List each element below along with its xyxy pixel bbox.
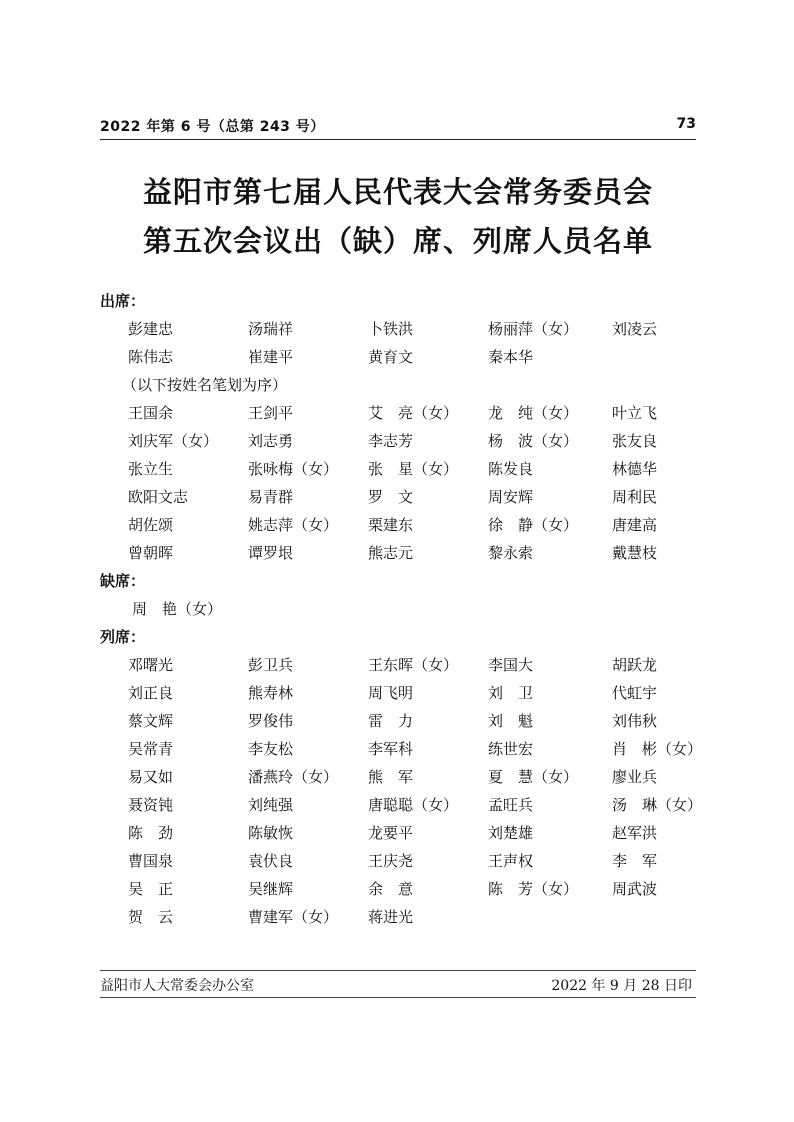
attendee-name: 陈 劲 [128,824,174,842]
attendee-name: 汤瑞祥 [248,320,294,338]
attendee-name: 赵军洪 [612,824,658,842]
attendee-name: 张立生 [128,460,174,478]
attendee-name: 李友松 [248,740,294,758]
attendee-name: 刘志勇 [248,432,294,450]
attendee-name: 刘庆军（女） [128,432,219,450]
attendee-name: 汤 琳（女） [612,796,703,814]
attendee-name: 胡跃龙 [612,656,658,674]
attendee-name: 王剑平 [248,404,294,422]
attendee-name: 熊 军 [368,768,414,786]
attendee-name: 廖业兵 [612,768,658,786]
attendee-name: 李志芳 [368,432,414,450]
attendee-name: 易又如 [128,768,174,786]
attendance-label: 出席： [100,292,146,310]
attendee-name: 熊寿林 [248,684,294,702]
attendee-name: 余 意 [368,880,414,898]
attendee-name: 易青群 [248,488,294,506]
attendee-name: 张咏梅（女） [248,460,339,478]
attendee-name: 张友良 [612,432,658,450]
attendee-name: 蔡文辉 [128,712,174,730]
attendee-name: 胡佐颂 [128,516,174,534]
attendee-name: 徐 静（女） [488,516,579,534]
attendee-name: 李军科 [368,740,414,758]
attendee-name: 王声权 [488,852,534,870]
attendee-name: 雷 力 [368,712,414,730]
attendee-name: 龙 纯（女） [488,404,579,422]
attendee-name: 吴继辉 [248,880,294,898]
attendee-name: 张 星（女） [368,460,459,478]
attendee-name: 李 军 [612,852,658,870]
attendee-name: 卜铁洪 [368,320,414,338]
attendee-name: 曹建军（女） [248,908,339,926]
attendee-name: 熊志元 [368,544,414,562]
attendee-name: 刘 卫 [488,684,534,702]
attendee-name: 贺 云 [128,908,174,926]
attendee-name: 邓曙光 [128,656,174,674]
attendee-name: 刘楚雄 [488,824,534,842]
attendee-name: 林德华 [612,460,658,478]
attendee-name: 刘伟秋 [612,712,658,730]
attendee-name: 欧阳文志 [128,488,189,506]
attendee-name: 黄育文 [368,348,414,366]
attendee-name: 龙要平 [368,824,414,842]
footer-rule-bottom [100,997,696,998]
attendee-name: 曾朝晖 [128,544,174,562]
document-title-line1: 益阳市第七届人民代表大会常务委员会 [142,175,653,209]
print-date: 2022 年 9 月 28 日印 [551,978,692,994]
nonvoting-label: 列席： [100,628,146,646]
attendee-name: 陈发良 [488,460,534,478]
attendee-name: 潘燕玲（女） [248,768,339,786]
attendee-name: 戴慧枝 [612,544,658,562]
attendee-name: 叶立飞 [612,404,658,422]
attendee-name: 孟旺兵 [488,796,534,814]
attendee-name: 袁伏良 [248,852,294,870]
issue-number: 2022 年第 6 号（总第 243 号） [100,119,325,135]
document-title-line2: 第五次会议出（缺）席、列席人员名单 [142,224,653,258]
attendee-name: 陈 芳（女） [488,880,579,898]
attendee-name: 刘正良 [128,684,174,702]
attendee-name: 姚志萍（女） [248,516,339,534]
attendee-name: 肖 彬（女） [612,740,703,758]
running-header [100,116,696,138]
attendee-name: 黎永索 [488,544,534,562]
attendee-name: 周飞明 [368,684,414,702]
attendee-name: 杨 波（女） [488,432,579,450]
attendee-name: 刘纯强 [248,796,294,814]
attendee-name: 陈伟志 [128,348,174,366]
attendee-name: 彭卫兵 [248,656,294,674]
ordering-note: （以下按姓名笔划为序） [122,376,288,394]
attendee-name: 艾 亮（女） [368,404,459,422]
attendee-name: 杨丽萍（女） [488,320,579,338]
attendee-name: 栗建东 [368,516,414,534]
attendee-name: 王庆尧 [368,852,414,870]
attendee-name: 曹国泉 [128,852,174,870]
attendee-name: 唐聪聪（女） [368,796,459,814]
attendee-name: 王国余 [128,404,174,422]
attendee-name: 崔建平 [248,348,294,366]
page-number: 73 [676,116,696,132]
attendee-name: 秦本华 [488,348,534,366]
attendee-name: 刘 魁 [488,712,534,730]
attendee-name: 彭建忠 [128,320,174,338]
attendee-name: 周安辉 [488,488,534,506]
attendee-name: 吴 正 [128,880,174,898]
attendee-name: 夏 慧（女） [488,768,579,786]
attendee-name: 周利民 [612,488,658,506]
footer-rule-top [100,970,696,971]
attendee-name: 练世宏 [488,740,534,758]
attendee-name: 唐建高 [612,516,658,534]
attendee-name: 蒋进光 [368,908,414,926]
attendee-name: 吴常青 [128,740,174,758]
attendee-name: 谭罗垠 [248,544,294,562]
absence-label: 缺席： [100,572,146,590]
attendee-name: 陈敏恢 [248,824,294,842]
issuing-office: 益阳市人大常委会办公室 [100,978,254,994]
attendee-name: 罗俊伟 [248,712,294,730]
attendee-name: 代虹宇 [612,684,658,702]
attendee-name: 周 艳（女） [132,600,223,618]
header-rule [100,139,696,140]
attendee-name: 罗 文 [368,488,414,506]
attendee-name: 刘凌云 [612,320,658,338]
attendee-name: 李国大 [488,656,534,674]
attendee-name: 王东晖（女） [368,656,459,674]
attendee-name: 周武波 [612,880,658,898]
attendee-name: 聂资钝 [128,796,174,814]
